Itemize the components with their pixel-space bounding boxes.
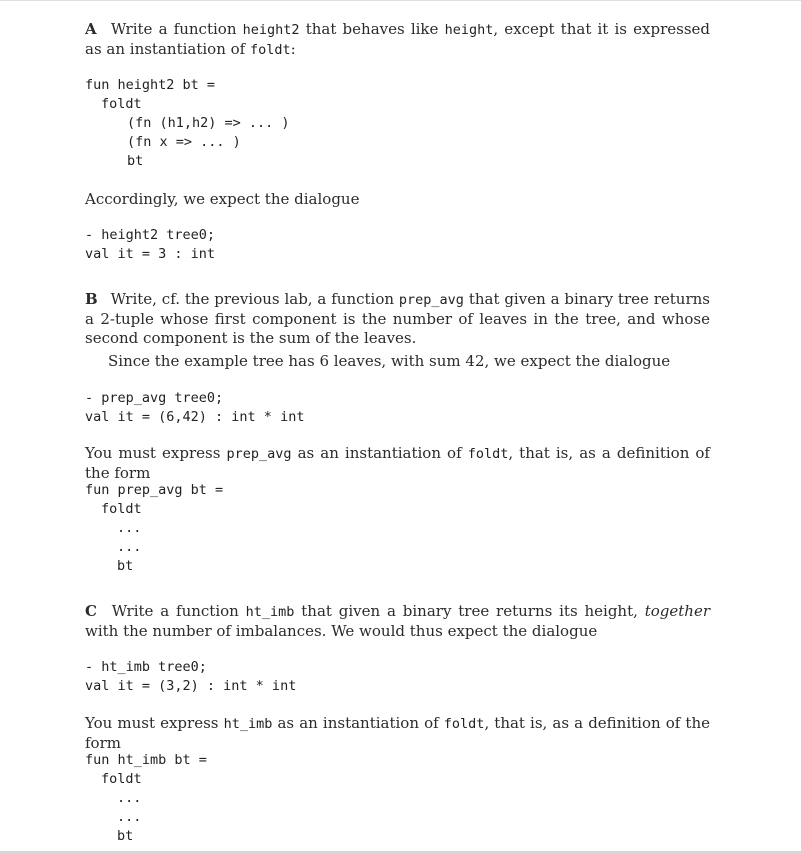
- top-border: [0, 0, 801, 1]
- code-line: (fn x => ... ): [127, 134, 241, 150]
- section-a-label: A: [85, 20, 97, 38]
- section-b-express: You must express prep_avg as an instantiation of foldt, that is, as a definition of the form: [85, 444, 710, 482]
- code-line: (fn (h1,h2) => ... ): [127, 115, 290, 131]
- section-b-code: [85, 481, 223, 576]
- section-c-intro: C Write a function ht_imb that given a binary tree returns its height, together with the number of imbalances. We would thus expect the dialogue: [85, 602, 711, 640]
- section-b-dialogue: [85, 389, 304, 427]
- section-b-intro: B Write, cf. the previous lab, a function prep_avg that given a binary tree returns a 2-tuple whose first component is the number of leaves in the tree, and whose second component is the sum of the leaves.: [85, 290, 710, 347]
- section-a-dialogue-text: Accordingly, we expect the dialogue: [85, 190, 360, 208]
- code-line: - ht_imb tree0;: [85, 659, 207, 675]
- code-line: ...: [117, 790, 142, 806]
- code-line: foldt: [101, 501, 142, 517]
- code-line: val it = (6,42) : int * int: [85, 409, 305, 425]
- section-c-code: [85, 751, 207, 846]
- code-line: foldt: [101, 771, 142, 787]
- section-a-code: [85, 76, 290, 171]
- code-line: val it = 3 : int: [85, 246, 216, 262]
- code-line: fun prep_avg bt =: [85, 482, 224, 498]
- section-c-express: You must express ht_imb as an instantiation of foldt, that is, as a definition of the form: [85, 714, 710, 752]
- section-b-para2: Since the example tree has 6 leaves, with sum 42, we expect the dialogue: [108, 352, 671, 370]
- code-line: fun ht_imb bt =: [85, 752, 207, 768]
- code-line: fun height2 bt =: [85, 77, 216, 93]
- code-line: val it = (3,2) : int * int: [85, 678, 297, 694]
- code-line: ...: [117, 520, 142, 536]
- code-line: bt: [127, 153, 144, 169]
- section-c-label: C: [85, 602, 97, 620]
- section-a-dialogue: [85, 226, 215, 264]
- code-line: foldt: [101, 96, 142, 112]
- code-line: - height2 tree0;: [85, 227, 216, 243]
- code-line: - prep_avg tree0;: [85, 390, 224, 406]
- code-line: bt: [117, 558, 134, 574]
- section-c-dialogue: [85, 658, 296, 696]
- section-b-label: B: [85, 290, 98, 308]
- section-a-intro: A Write a function height2 that behaves like height, except that it is expressed as an instantiation of foldt:: [85, 20, 710, 58]
- code-line: bt: [117, 828, 134, 844]
- code-line: ...: [117, 809, 142, 825]
- code-line: ...: [117, 539, 142, 555]
